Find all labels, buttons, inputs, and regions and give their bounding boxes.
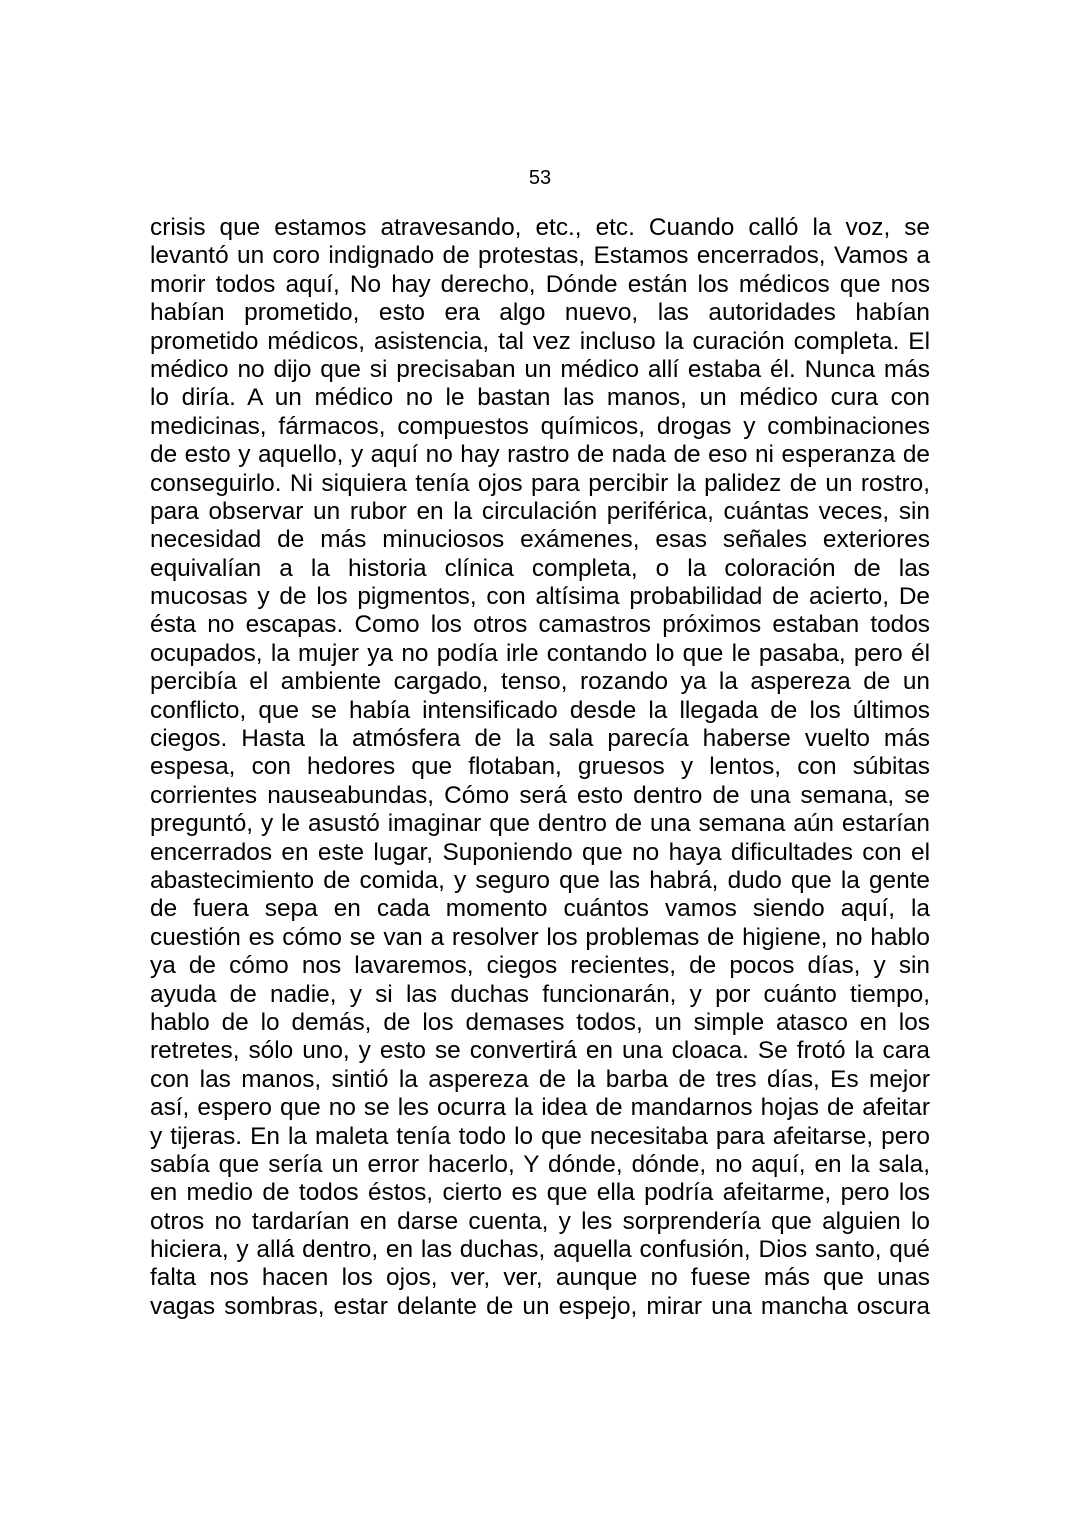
text-line: con las manos, sintió la aspereza de la barba de tres días, Es mejor [150,1065,930,1093]
text-line: lo diría. A un médico no le bastan las manos, un médico cura con [150,384,930,412]
text-line: vagas sombras, estar delante de un espejo, mirar una mancha oscura [150,1292,930,1320]
text-line: médico no dijo que si precisaban un médico allí estaba él. Nunca más [150,355,930,383]
text-line: otros no tardarían en darse cuenta, y les sorprendería que alguien lo [150,1207,930,1235]
text-line: percibía el ambiente cargado, tenso, rozando ya la aspereza de un [150,668,930,696]
text-line: espesa, con hedores que flotaban, gruesos y lentos, con súbitas [150,753,930,781]
text-line: en medio de todos éstos, cierto es que ella podría afeitarme, pero los [150,1179,930,1207]
text-line: así, espero que no se les ocurra la idea de mandarnos hojas de afeitar [150,1094,930,1122]
body-text [150,214,930,1321]
text-line: de esto y aquello, y aquí no hay rastro de nada de eso ni esperanza de [150,441,930,469]
text-line: prometido médicos, asistencia, tal vez incluso la curación completa. El [150,327,930,355]
text-line: hablo de lo demás, de los demases todos, un simple atasco en los [150,1008,930,1036]
text-line: cuestión es cómo se van a resolver los problemas de higiene, no hablo [150,923,930,951]
text-line: ciegos. Hasta la atmósfera de la sala parecía haberse vuelto más [150,725,930,753]
text-line: habían prometido, esto era algo nuevo, las autoridades habían [150,299,930,327]
text-line: ya de cómo nos lavaremos, ciegos recientes, de pocos días, y sin [150,952,930,980]
text-line: encerrados en este lugar, Suponiendo que no haya dificultades con el [150,838,930,866]
text-line: hiciera, y allá dentro, en las duchas, aquella confusión, Dios santo, qué [150,1236,930,1264]
text-line: necesidad de más minuciosos exámenes, esas señales exteriores [150,526,930,554]
text-line: ocupados, la mujer ya no podía irle contando lo que le pasaba, pero él [150,639,930,667]
text-line: crisis que estamos atravesando, etc., etc. Cuando calló la voz, se [150,214,930,241]
text-line: y tijeras. En la maleta tenía todo lo que necesitaba para afeitarse, pero [150,1122,930,1150]
text-line: conseguirlo. Ni siquiera tenía ojos para percibir la palidez de un rostro, [150,469,930,497]
text-line: conflicto, que se había intensificado desde la llegada de los últimos [150,696,930,724]
text-line: equivalían a la historia clínica completa, o la coloración de las [150,554,930,582]
text-line: sabía que sería un error hacerlo, Y dónde, dónde, no aquí, en la sala, [150,1150,930,1178]
text-line: ésta no escapas. Como los otros camastros próximos estaban todos [150,611,930,639]
text-line: abastecimiento de comida, y seguro que las habrá, dudo que la gente [150,866,930,894]
page-number: 53 [528,167,552,189]
text-line: ayuda de nadie, y si las duchas funcionarán, y por cuánto tiempo, [150,980,930,1008]
text-line: para observar un rubor en la circulación periférica, cuántas veces, sin [150,497,930,525]
text-line: morir todos aquí, No hay derecho, Dónde están los médicos que nos [150,270,930,298]
text-line: corrientes nauseabundas, Cómo será esto dentro de una semana, se [150,781,930,809]
text-line: de fuera sepa en cada momento cuántos vamos siendo aquí, la [150,895,930,923]
text-line: falta nos hacen los ojos, ver, ver, aunque no fuese más que unas [150,1264,930,1292]
text-line: preguntó, y le asustó imaginar que dentro de una semana aún estarían [150,810,930,838]
text-line: medicinas, fármacos, compuestos químicos, drogas y combinaciones [150,412,930,440]
text-line: retretes, sólo uno, y esto se convertirá en una cloaca. Se frotó la cara [150,1037,930,1065]
text-line: levantó un coro indignado de protestas, Estamos encerrados, Vamos a [150,242,930,270]
text-line: mucosas y de los pigmentos, con altísima probabilidad de acierto, De [150,583,930,611]
